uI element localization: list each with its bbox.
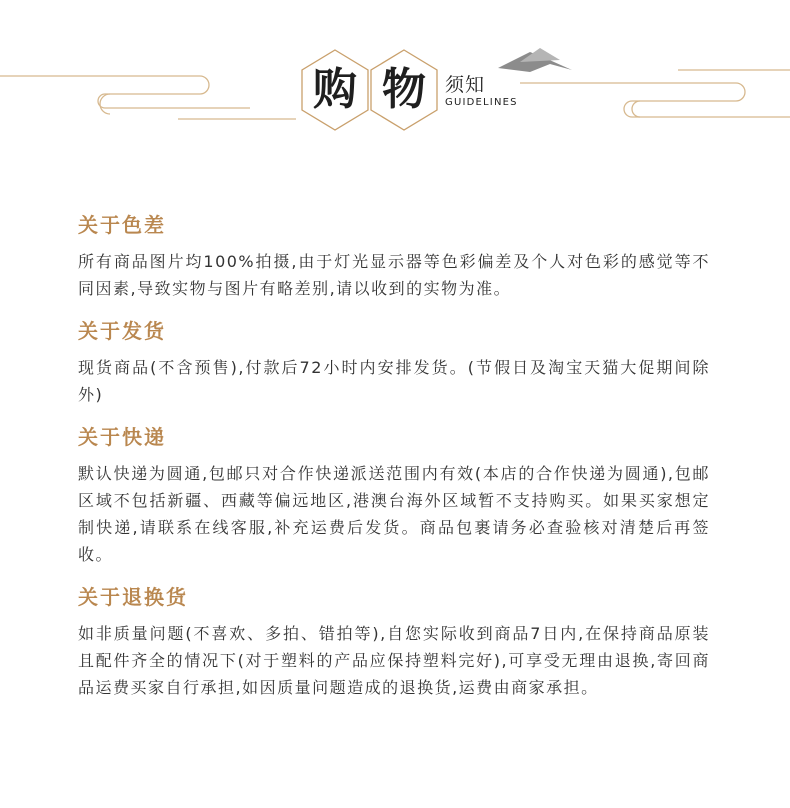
title-char-wu: 物	[382, 64, 426, 115]
section-title: 关于色差	[78, 213, 166, 237]
title-char-gou: 购	[313, 64, 357, 115]
title-english: GUIDELINES	[445, 97, 518, 108]
section-color-difference	[78, 212, 710, 302]
guidelines-content	[78, 212, 710, 717]
section-body: 所有商品图片均100%拍摄,由于灯光显示器等色彩偏差及个人对色彩的感觉等不同因素,导致实物与图片有略差别,请以收到的实物为准。	[78, 252, 710, 298]
title-sub: 须知	[445, 74, 486, 96]
section-title: 关于快递	[78, 425, 166, 449]
section-body: 如非质量问题(不喜欢、多拍、错拍等),自您实际收到商品7日内,在保持商品原装且配件齐全的情况下(对于塑料的产品应保持塑料完好),可享受无理由退换,寄回商品运费买家自行承担,如因质量问题造成的退换货,运费由商家承担。	[78, 624, 710, 697]
section-shipping	[78, 318, 710, 408]
section-courier	[78, 424, 710, 568]
section-body: 现货商品(不含预售),付款后72小时内安排发货。(节假日及淘宝天猫大促期间除外)	[78, 358, 710, 404]
header-banner	[0, 0, 790, 160]
section-title: 关于发货	[78, 319, 166, 343]
section-title: 关于退换货	[78, 585, 188, 609]
section-body: 默认快递为圆通,包邮只对合作快递派送范围内有效(本店的合作快递为圆通),包邮区域不包括新疆、西藏等偏远地区,港澳台海外区域暂不支持购买。如果买家想定制快递,请联系在线客服,补充运费后发货。商品包裹请务必查验核对清楚后再签收。	[78, 464, 710, 564]
mountain-icon	[498, 48, 572, 72]
section-returns	[78, 584, 710, 701]
